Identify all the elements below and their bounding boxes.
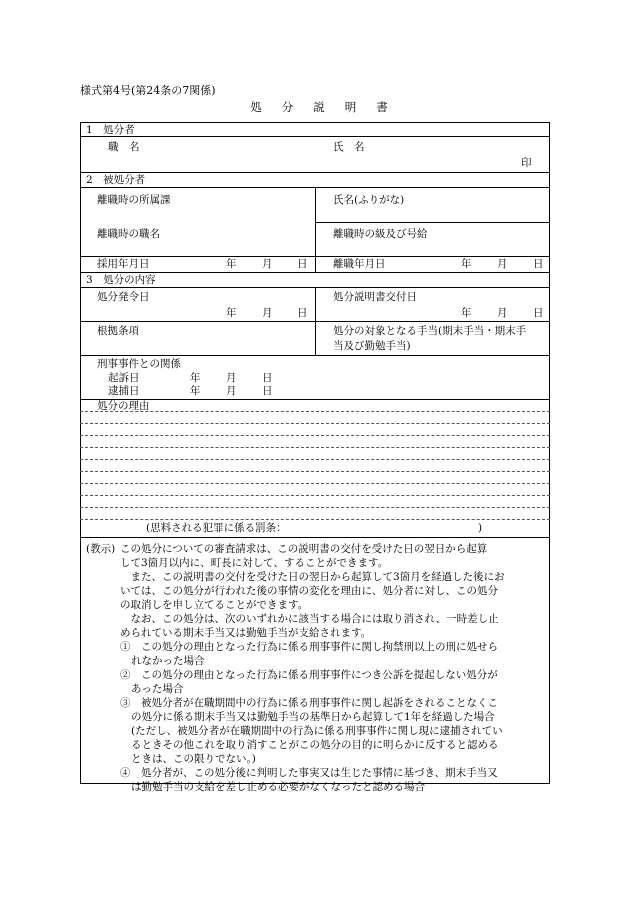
effective-month-unit: 月 <box>262 307 273 319</box>
legal-basis-label: 根拠条項 <box>97 325 139 337</box>
indictment-year-unit: 年 <box>190 372 201 384</box>
issuer-position-label: 職 名 <box>108 141 140 153</box>
reason-line <box>80 471 550 472</box>
arrest-day-unit: 日 <box>262 385 273 397</box>
notes-line: の取消しを申し立てることができます。 <box>120 599 309 611</box>
reason-line <box>80 435 550 436</box>
hire-month-unit: 月 <box>262 258 273 270</box>
section2-heading: 2 被処分者 <box>86 174 146 186</box>
indictment-month-unit: 月 <box>226 372 237 384</box>
indictment-day-unit: 日 <box>262 372 273 384</box>
reason-line <box>80 483 550 484</box>
reason-label: 処分の理由 <box>97 400 150 412</box>
notes-line: ④ 処分者が、この処分後に判明した事実又は生じた事情に基づき、期末手当又 <box>120 767 498 779</box>
suspected-crime-label: (思料される犯罪に係る罰条： <box>146 522 287 534</box>
subject-name-label: 氏名(ふりがな) <box>333 194 405 206</box>
reason-line <box>80 411 550 412</box>
notes-line: ときは、この限りでない。) <box>131 753 256 765</box>
notes-line: ② この処分の理由となった行為に係る刑事事件につき公訴を提起しない処分が <box>120 669 498 681</box>
job-title-label: 離職時の職名 <box>97 228 160 240</box>
notes-line: れなかった場合 <box>131 655 205 667</box>
arrest-year-unit: 年 <box>190 385 201 397</box>
reason-line <box>80 423 550 424</box>
form-number: 様式第4号(第24条の7関係) <box>80 84 216 97</box>
notes-line: は勤勉手当の支給を差し止める必要がなくなったと認める場合 <box>131 781 425 793</box>
delivery-day-unit: 日 <box>533 307 544 319</box>
retire-month-unit: 月 <box>497 258 508 270</box>
delivery-month-unit: 月 <box>497 307 508 319</box>
seal-mark: 印 <box>521 157 532 169</box>
notes-line: なお、この処分は、次のいずれかに該当する場合には取り消され、一時差し止 <box>120 613 499 625</box>
criminal-case-label: 刑事事件との関係 <box>97 358 181 370</box>
indictment-date-label: 起訴日 <box>108 372 140 384</box>
rule <box>80 172 550 173</box>
issuer-name-label: 氏 名 <box>333 141 365 153</box>
notes-heading: (教示) <box>86 543 116 555</box>
notes-line: あった場合 <box>131 683 184 695</box>
column-divider <box>315 187 316 272</box>
delivery-date-label: 処分説明書交付日 <box>333 291 417 303</box>
notes-line: の処分に係る期末手当又は勤勉手当の基準日から起算して1年を経過した場合 <box>131 711 495 723</box>
allowance-label-line2: 当及び勤勉手当) <box>333 340 411 352</box>
reason-line <box>80 447 550 448</box>
reason-line <box>80 459 550 460</box>
rule <box>80 355 550 356</box>
reason-line <box>80 507 550 508</box>
retire-day-unit: 日 <box>533 258 544 270</box>
notes-line: るときその他これを取り消すことがこの処分の目的に明らかに反すると認める <box>131 739 499 751</box>
notes-line: ① この処分の理由となった行為に係る刑事事件に関し拘禁刑以上の刑に処せら <box>120 641 498 653</box>
retire-date-label: 離職年月日 <box>333 258 386 270</box>
delivery-year-unit: 年 <box>461 307 472 319</box>
allowance-label-line1: 処分の対象となる手当(期末手当・期末手 <box>333 325 527 337</box>
department-label: 離職時の所属課 <box>97 194 171 206</box>
rule <box>80 272 550 273</box>
grade-label: 離職時の級及び号給 <box>333 228 428 240</box>
hire-year-unit: 年 <box>226 258 237 270</box>
notes-line: (ただし、被処分者が在職期間中の行為に係る刑事事件に関し現に逮捕されてい <box>131 725 503 737</box>
hire-date-label: 採用年月日 <box>97 258 150 270</box>
reason-line <box>80 519 550 520</box>
section3-heading: 3 処分の内容 <box>86 274 156 286</box>
notes-line: この処分についての審査請求は、この説明書の交付を受けた日の翌日から起算 <box>120 543 488 555</box>
effective-date-label: 処分発令日 <box>97 291 150 303</box>
arrest-date-label: 逮捕日 <box>108 385 140 397</box>
section1-heading: 1 処分者 <box>86 124 135 136</box>
notes-line: ③ 被処分者が在職期間中の行為に係る刑事事件に関し起訴をされることなくこ <box>120 697 498 709</box>
notes-line: いては、この処分が行われた後の事情の変化を理由に、処分者に対し、この処分 <box>120 585 498 597</box>
hire-day-unit: 日 <box>297 258 308 270</box>
rule <box>80 136 550 137</box>
rule <box>80 399 550 400</box>
column-divider <box>315 287 316 355</box>
notes-line: められている期末手当又は勤勉手当が支給されます。 <box>120 627 372 639</box>
effective-year-unit: 年 <box>226 307 237 319</box>
suspected-crime-close: ) <box>478 522 483 534</box>
rule <box>315 222 550 223</box>
notes-line: して3箇月以内に、町長に対して、することができます。 <box>120 557 389 569</box>
notes-line: また、この説明書の交付を受けた日の翌日から起算して3箇月を経過した後にお <box>120 571 505 583</box>
arrest-month-unit: 月 <box>226 385 237 397</box>
reason-line <box>80 495 550 496</box>
effective-day-unit: 日 <box>297 307 308 319</box>
retire-year-unit: 年 <box>461 258 472 270</box>
document-title: 処分説明書 <box>250 100 408 114</box>
